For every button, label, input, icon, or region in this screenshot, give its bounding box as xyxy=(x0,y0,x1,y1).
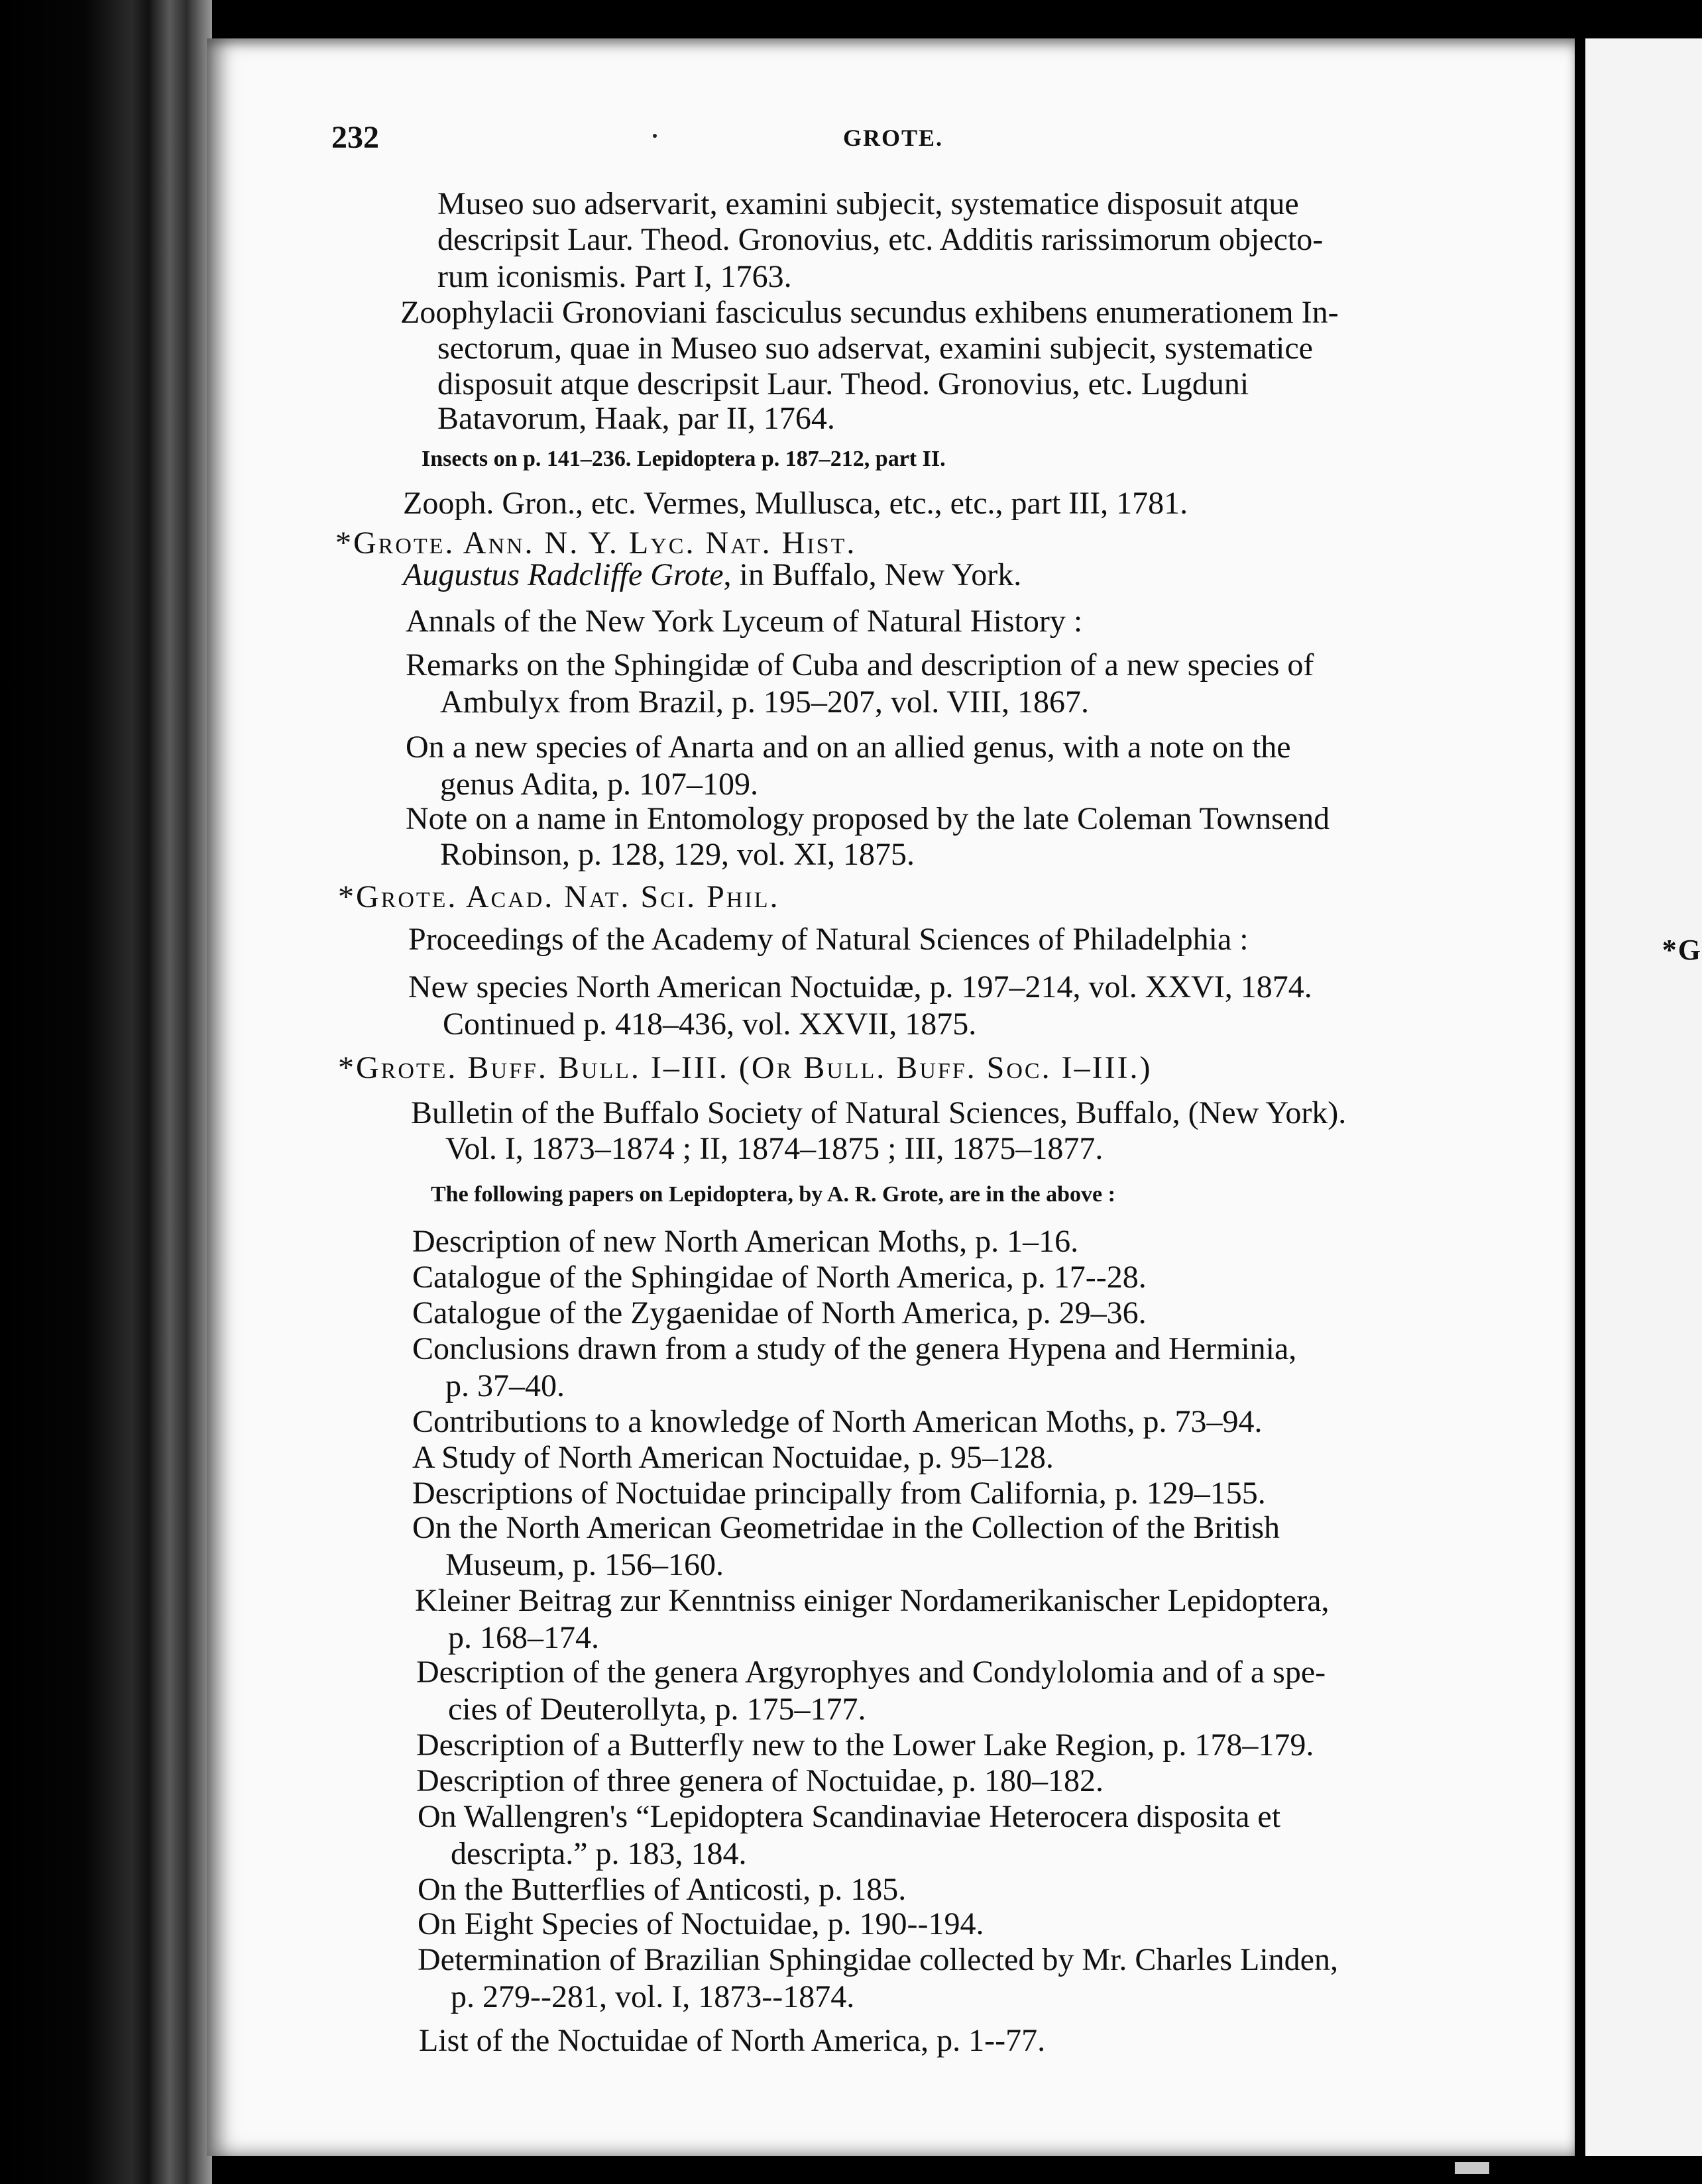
header-dot xyxy=(653,134,657,138)
text-line: p. 168–174. xyxy=(448,1620,599,1655)
text-line: Remarks on the Sphingidæ of Cuba and description of a new species of xyxy=(406,647,1314,682)
text-line: Museum, p. 156–160. xyxy=(445,1547,724,1582)
text-line: Determination of Brazilian Sphingidae collected by Mr. Charles Linden, xyxy=(418,1942,1338,1977)
author-location: , in Buffalo, New York. xyxy=(723,557,1022,592)
note-line: The following papers on Lepidoptera, by A. R. Grote, are in the above : xyxy=(431,1182,1115,1207)
text-line: Vol. I, 1873–1874 ; II, 1874–1875 ; III, 1875–1877. xyxy=(445,1131,1104,1166)
text-line: Batavorum, Haak, par II, 1764. xyxy=(437,401,835,436)
note-line: Insects on p. 141–236. Lepidoptera p. 187–212, part II. xyxy=(422,447,946,471)
text-line: p. 279--281, vol. I, 1873--1874. xyxy=(451,1979,855,2014)
text-line: Catalogue of the Sphingidae of North America, p. 17--28. xyxy=(412,1260,1147,1295)
scan-stamp xyxy=(1455,2162,1489,2174)
text-line: List of the Noctuidae of North America, p. 1--77. xyxy=(419,2023,1046,2058)
page-number: 232 xyxy=(331,120,379,155)
running-title: GROTE. xyxy=(843,125,944,151)
text-line: Description of new North American Moths, p. 1–16. xyxy=(412,1224,1079,1259)
text-line: On the Butterflies of Anticosti, p. 185. xyxy=(418,1872,907,1907)
text-line: descripta.” p. 183, 184. xyxy=(451,1836,747,1871)
text-line: rum iconismis. Part I, 1763. xyxy=(437,259,792,294)
text-line: sectorum, quae in Museo suo adservat, examini subjecit, systematice xyxy=(437,331,1313,366)
text-line: Conclusions drawn from a study of the genera Hypena and Herminia, xyxy=(412,1331,1297,1366)
text-line: On Eight Species of Noctuidae, p. 190--194. xyxy=(418,1906,984,1941)
text-line: p. 37–40. xyxy=(445,1368,565,1403)
text-line: Catalogue of the Zygaenidae of North America, p. 29–36. xyxy=(412,1295,1147,1331)
facing-page-edge xyxy=(1575,38,1702,2156)
text-line xyxy=(403,559,1021,591)
entry-heading: *Grote. Ann. N. Y. Lyc. Nat. Hist. xyxy=(335,525,857,561)
text-line: descripsit Laur. Theod. Gronovius, etc. Additis rarissimorum objecto- xyxy=(437,222,1324,257)
text-line: Kleiner Beitrag zur Kenntniss einiger Nordamerikanischer Lepidoptera, xyxy=(415,1583,1330,1618)
text-line: Zooph. Gron., etc. Vermes, Mullusca, etc., etc., part III, 1781. xyxy=(403,486,1188,521)
text-line: Continued p. 418–436, vol. XXVII, 1875. xyxy=(443,1007,977,1042)
text-line: genus Adita, p. 107–109. xyxy=(440,767,758,802)
text-line: Museo suo adservarit, examini subjecit, systematice disposuit atque xyxy=(437,186,1299,221)
text-line: Descriptions of Noctuidae principally from California, p. 129–155. xyxy=(412,1476,1266,1511)
entry-heading: *Grote. Acad. Nat. Sci. Phil. xyxy=(338,879,780,914)
text-line: Description of three genera of Noctuidae, p. 180–182. xyxy=(416,1763,1104,1798)
text-line: New species North American Noctuidæ, p. 197–214, vol. XXVI, 1874. xyxy=(408,969,1312,1005)
text-line: Bulletin of the Buffalo Society of Natural Sciences, Buffalo, (New York). xyxy=(411,1095,1347,1130)
text-line: Zoophylacii Gronoviani fasciculus secundus exhibens enumerationem In- xyxy=(400,295,1339,330)
text-line: Proceedings of the Academy of Natural Sciences of Philadelphia : xyxy=(408,922,1249,957)
text-line: On the North American Geometridae in the Collection of the British xyxy=(412,1510,1280,1545)
text-line: Description of the genera Argyrophyes and Condylolomia and of a spe- xyxy=(416,1655,1326,1690)
text-line: Description of a Butterfly new to the Lower Lake Region, p. 178–179. xyxy=(416,1727,1314,1763)
text-line: Robinson, p. 128, 129, vol. XI, 1875. xyxy=(440,837,915,872)
author-name: Augustus Radcliffe Grote xyxy=(403,557,724,592)
text-line: Note on a name in Entomology proposed by the late Coleman Townsend xyxy=(406,801,1330,836)
text-line: disposuit atque descripsit Laur. Theod. Gronovius, etc. Lugduni xyxy=(437,366,1249,402)
text-line: Contributions to a knowledge of North American Moths, p. 73–94. xyxy=(412,1404,1263,1439)
text-line: Ambulyx from Brazil, p. 195–207, vol. VIII, 1867. xyxy=(440,684,1090,720)
entry-heading: *Grote. Buff. Bull. I–III. (Or Bull. Buff. Soc. I–III.) xyxy=(338,1050,1153,1085)
text-line: On Wallengren's “Lepidoptera Scandinaviae Heterocera disposita et xyxy=(418,1799,1281,1834)
text-line: A Study of North American Noctuidae, p. 95–128. xyxy=(412,1440,1054,1475)
book-spine xyxy=(0,0,212,2184)
text-line: Annals of the New York Lyceum of Natural History : xyxy=(406,604,1083,639)
facing-page-text-fragment: *G xyxy=(1662,934,1702,966)
text-line: On a new species of Anarta and on an allied genus, with a note on the xyxy=(406,730,1291,765)
text-line: cies of Deuterollyta, p. 175–177. xyxy=(448,1692,866,1727)
